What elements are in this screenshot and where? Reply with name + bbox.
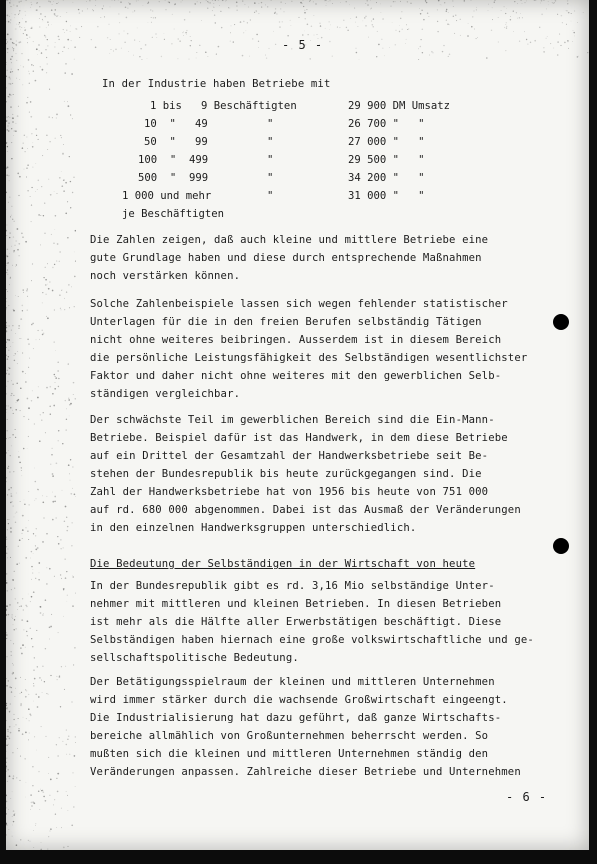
text-line: auf rd. 680 000 abgenommen. Dabei ist das Ausmaß der Veränderungen [90, 504, 521, 516]
table-row-size: 1 bis 9 Beschäftigten [150, 100, 297, 112]
text-line: ständigen vergleichbar. [90, 388, 241, 400]
punch-hole [553, 538, 569, 554]
text-line: mußten sich die kleinen und mittleren Unternehmen ständig den [90, 748, 489, 760]
text-line: Solche Zahlenbeispiele lassen sich wegen fehlender statistischer [90, 298, 508, 310]
text-line: Veränderungen anpassen. Zahlreiche dieser Betriebe und Unternehmen [90, 766, 521, 778]
table-footer: je Beschäftigten [122, 208, 225, 220]
text-line: Faktor und daher nicht ohne weiteres mit den gewerblichen Selb- [90, 370, 502, 382]
text-line: wird immer stärker durch die wachsende Großwirtschaft eingeengt. [90, 694, 508, 706]
text-line: Die Zahlen zeigen, daß auch kleine und mittlere Betriebe eine [90, 234, 489, 246]
text-line: noch verstärken können. [90, 270, 241, 282]
table-row-unit: " [267, 154, 274, 166]
table-row-size: 500 " 999 [138, 172, 209, 184]
table-row-size: 50 " 99 [144, 136, 208, 148]
text-line: Der schwächste Teil im gewerblichen Bereich sind die Ein-Mann- [90, 414, 495, 426]
text-line: In der Bundesrepublik gibt es rd. 3,16 Mio selbständige Unter- [90, 580, 495, 592]
text-line: nehmer mit mittleren und kleinen Betrieben. In diesen Betrieben [90, 598, 502, 610]
text-line: Selbständigen haben hiernach eine große volkswirtschaftliche und ge- [90, 634, 534, 646]
section-heading: Die Bedeutung der Selbständigen in der Wirtschaft von heute [90, 558, 476, 570]
scan-noise-left [6, 0, 76, 850]
text-line: Die Industrialisierung hat dazu geführt, daß ganze Wirtschafts- [90, 712, 502, 724]
text-line: bereiche allmählich von Großunternehmen beherrscht werden. So [90, 730, 489, 742]
table-row-size: 10 " 49 [144, 118, 208, 130]
text-line: sellschaftspolitische Bedeutung. [90, 652, 299, 664]
document-page [6, 0, 589, 850]
text-line: die persönliche Leistungsfähigkeit des Selbständigen wesentlichster [90, 352, 528, 364]
punch-hole [553, 314, 569, 330]
text-line: Zahl der Handwerksbetriebe hat von 1956 bis heute von 751 000 [90, 486, 489, 498]
text-line: nicht ohne weiteres beibringen. Ausserdem ist in diesem Bereich [90, 334, 502, 346]
text-line: Unterlagen für die in den freien Berufen selbständig Tätigen [90, 316, 482, 328]
table-row-unit: " [267, 172, 274, 184]
table-row-size: 1 000 und mehr [122, 190, 212, 202]
table-row-amount: 26 700 " " [348, 118, 425, 130]
text-line: auf ein Drittel der Gesamtzahl der Handwerksbetriebe seit Be- [90, 450, 489, 462]
page-number: - 5 - [282, 38, 324, 52]
table-row-unit: " [267, 118, 274, 130]
table-row-amount: 29 500 " " [348, 154, 425, 166]
text-line: gute Grundlage haben und diese durch entsprechende Maßnahmen [90, 252, 482, 264]
table-row-amount: 29 900 DM Umsatz [348, 100, 451, 112]
text-line: stehen der Bundesrepublik bis heute zurückgegangen sind. Die [90, 468, 482, 480]
table-row-unit: " [267, 136, 274, 148]
table-row-amount: 34 200 " " [348, 172, 425, 184]
table-row-amount: 31 000 " " [348, 190, 425, 202]
table-row-size: 100 " 499 [138, 154, 209, 166]
table-row-unit: " [267, 190, 274, 202]
text-line: Der Betätigungsspielraum der kleinen und mittleren Unternehmen [90, 676, 495, 688]
intro-line: In der Industrie haben Betriebe mit [102, 78, 331, 90]
table-row-amount: 27 000 " " [348, 136, 425, 148]
text-line: Betriebe. Beispiel dafür ist das Handwerk, in dem diese Betriebe [90, 432, 508, 444]
next-page-number: - 6 - [506, 790, 548, 804]
text-line: in den einzelnen Handwerksgruppen unterschiedlich. [90, 522, 417, 534]
text-line: ist mehr als die Hälfte aller Erwerbstätigen beschäftigt. Diese [90, 616, 502, 628]
